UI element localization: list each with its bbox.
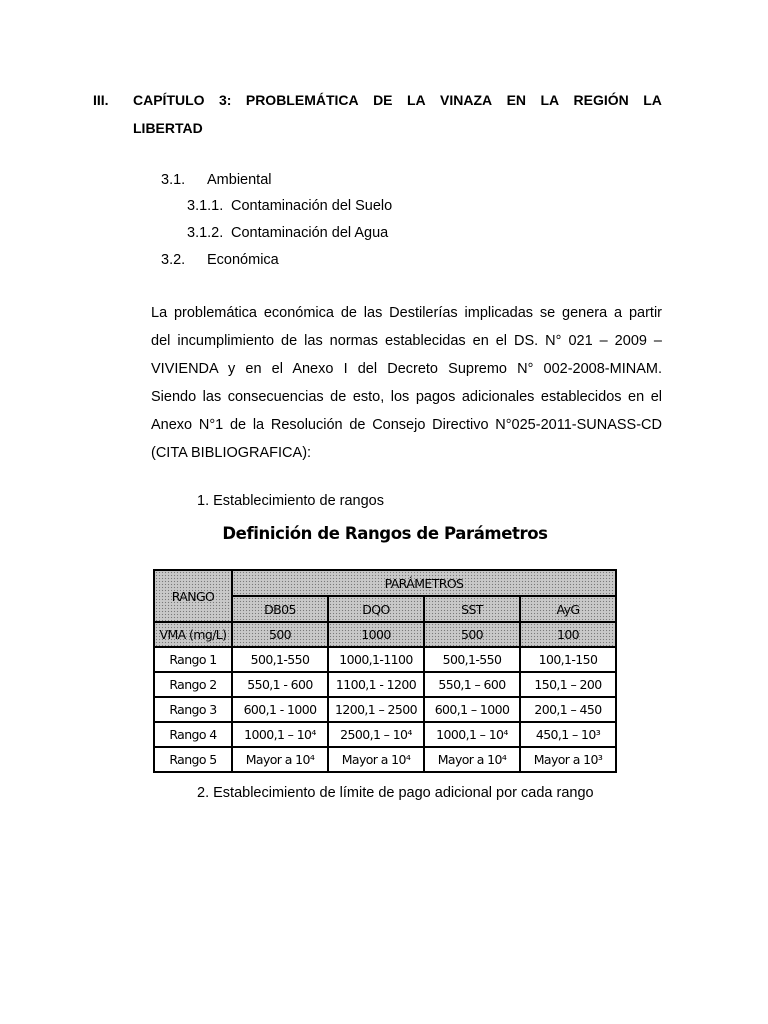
table-cell: Mayor a 10⁴ bbox=[232, 747, 328, 772]
row-label: VMA (mg/L) bbox=[154, 622, 232, 647]
outline-item-suelo bbox=[187, 198, 392, 214]
table-header-row bbox=[154, 570, 616, 596]
outline-number: 3.2. bbox=[161, 252, 186, 268]
table-cell: 500,1-550 bbox=[424, 647, 520, 672]
table-cell: Mayor a 10⁴ bbox=[328, 747, 424, 772]
table-cell: 1000,1 – 10⁴ bbox=[232, 722, 328, 747]
row-label: Rango 4 bbox=[154, 722, 232, 747]
param-header: DB05 bbox=[232, 596, 328, 622]
parametros-header: PARÁMETROS bbox=[232, 570, 616, 596]
paragraph-line: VIVIENDA y en el Anexo I del Decreto Supremo N° 002-2008-MINAM. bbox=[151, 361, 662, 377]
outline-item-economica bbox=[161, 252, 279, 268]
chapter-title-word: VINAZA bbox=[440, 92, 493, 108]
chapter-title-word: PROBLEMÁTICA bbox=[245, 92, 359, 108]
chapter-title-line-1 bbox=[133, 86, 662, 114]
parameters-table bbox=[153, 569, 617, 773]
chapter-title-word: LA bbox=[643, 92, 662, 108]
table-cell: Mayor a 10³ bbox=[520, 747, 616, 772]
outline-number: 3.1. bbox=[161, 172, 186, 188]
rango-header: RANGO bbox=[154, 570, 232, 622]
vma-row bbox=[154, 622, 616, 647]
row-label: Rango 3 bbox=[154, 697, 232, 722]
chapter-title-word: DE bbox=[373, 92, 393, 108]
paragraph-line: Siendo las consecuencias de esto, los pagos adicionales establecidos en el bbox=[151, 389, 662, 405]
chapter-title-word: EN bbox=[506, 92, 527, 108]
outline-number: 3.1.2. bbox=[187, 225, 224, 241]
paragraph-line: (CITA BIBLIOGRAFICA): bbox=[151, 445, 312, 461]
table-row bbox=[154, 647, 616, 672]
table-cell: 100,1-150 bbox=[520, 647, 616, 672]
table-cell: 2500,1 – 10⁴ bbox=[328, 722, 424, 747]
table-cell: 450,1 – 10³ bbox=[520, 722, 616, 747]
table-title: Definición de Rangos de Parámetros bbox=[222, 524, 548, 543]
table-cell: 600,1 - 1000 bbox=[232, 697, 328, 722]
outline-item-ambiental bbox=[161, 172, 271, 188]
paragraph-line: Anexo N°1 de la Resolución de Consejo Directivo N°025-2011-SUNASS-CD bbox=[151, 417, 662, 433]
chapter-title-word: LA bbox=[406, 92, 426, 108]
outline-number: 3.1.1. bbox=[187, 198, 224, 214]
param-header: DQO bbox=[328, 596, 424, 622]
table-row bbox=[154, 697, 616, 722]
table-cell: 1100,1 - 1200 bbox=[328, 672, 424, 697]
table-cell: 1000 bbox=[328, 622, 424, 647]
table-cell: 1200,1 – 2500 bbox=[328, 697, 424, 722]
table-cell: 500 bbox=[232, 622, 328, 647]
chapter-title-line-2: LIBERTAD bbox=[133, 120, 203, 136]
table-cell: 500 bbox=[424, 622, 520, 647]
table-cell: 550,1 - 600 bbox=[232, 672, 328, 697]
outline-item-agua bbox=[187, 225, 388, 241]
outline-label: Contaminación del Suelo bbox=[231, 198, 393, 214]
table-cell: 1000,1-1100 bbox=[328, 647, 424, 672]
table-row bbox=[154, 722, 616, 747]
body-paragraph bbox=[151, 299, 662, 467]
table-cell: 600,1 – 1000 bbox=[424, 697, 520, 722]
paragraph-line: La problemática económica de las Destilerías implicadas se genera a partir bbox=[151, 305, 662, 321]
table-cell: Mayor a 10⁴ bbox=[424, 747, 520, 772]
outline-label: Económica bbox=[207, 252, 279, 268]
chapter-title-word: LA bbox=[540, 92, 560, 108]
list-item-rangos: 1. Establecimiento de rangos bbox=[197, 493, 384, 509]
chapter-title-word: REGIÓN bbox=[573, 92, 629, 108]
row-label: Rango 2 bbox=[154, 672, 232, 697]
list-item-limite-pago: 2. Establecimiento de límite de pago adicional por cada rango bbox=[197, 785, 594, 801]
table-cell: 150,1 – 200 bbox=[520, 672, 616, 697]
chapter-title bbox=[133, 86, 662, 142]
table-cell: 1000,1 – 10⁴ bbox=[424, 722, 520, 747]
table-cell: 550,1 – 600 bbox=[424, 672, 520, 697]
chapter-title-word: CAPÍTULO bbox=[133, 92, 205, 108]
paragraph-line: del incumplimiento de las normas establecidas en el DS. N° 021 – 2009 – bbox=[151, 333, 662, 349]
table-cell: 100 bbox=[520, 622, 616, 647]
chapter-title-word: 3: bbox=[218, 92, 232, 108]
param-header: SST bbox=[424, 596, 520, 622]
row-label: Rango 5 bbox=[154, 747, 232, 772]
row-label: Rango 1 bbox=[154, 647, 232, 672]
table-cell: 500,1-550 bbox=[232, 647, 328, 672]
table-row bbox=[154, 672, 616, 697]
param-header: AyG bbox=[520, 596, 616, 622]
table-cell: 200,1 – 450 bbox=[520, 697, 616, 722]
table-row bbox=[154, 747, 616, 772]
outline-label: Ambiental bbox=[207, 172, 272, 188]
chapter-number: III. bbox=[93, 92, 109, 108]
outline-label: Contaminación del Agua bbox=[231, 225, 389, 241]
